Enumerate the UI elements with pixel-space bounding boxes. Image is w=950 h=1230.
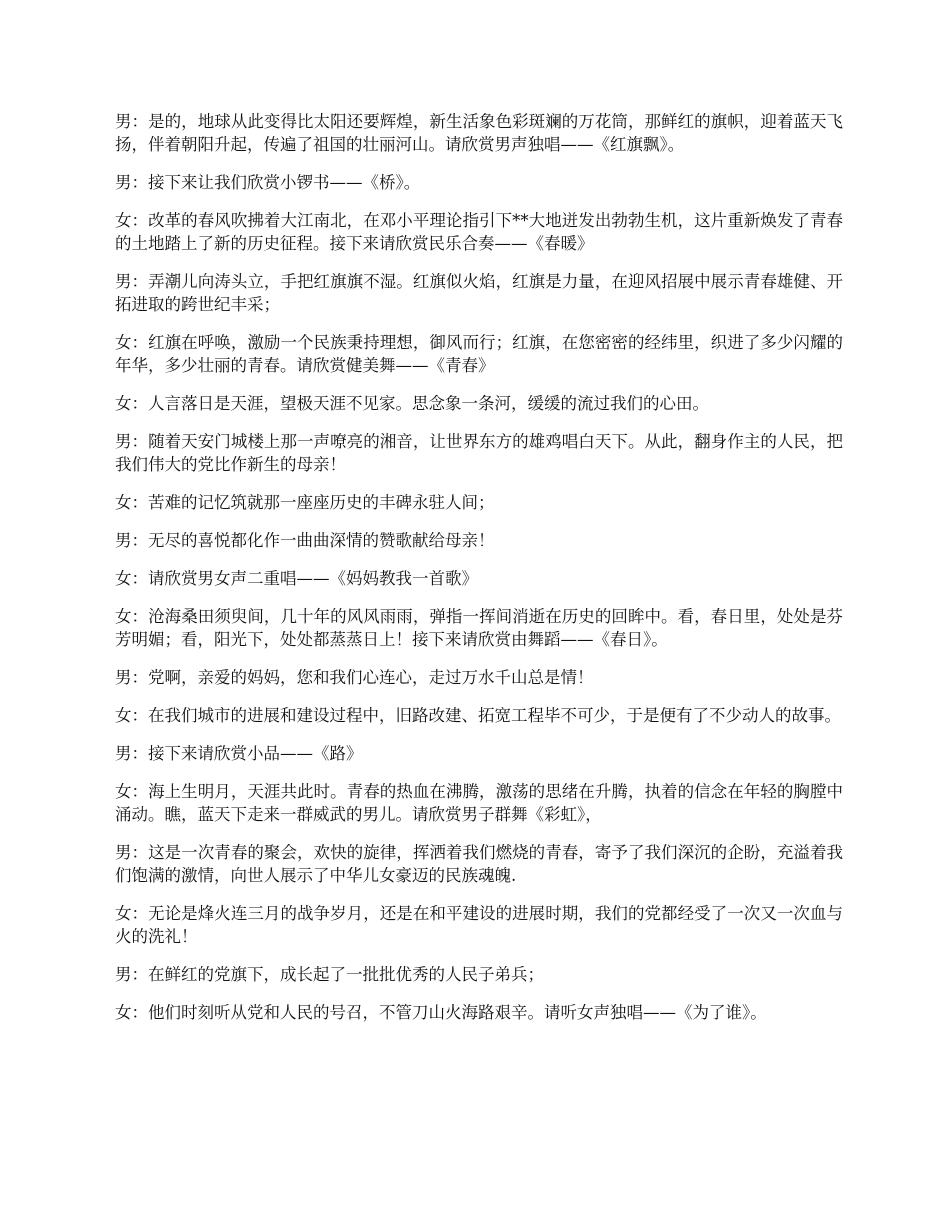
paragraph: 男：随着天安门城楼上那一声嘹亮的湘音，让世界东方的雄鸡唱白天下。从此，翻身作主的人民，把我们伟大的党比作新生的母亲！ — [115, 432, 843, 474]
paragraph: 女：请欣赏男女声二重唱——《妈妈教我一首歌》 — [115, 569, 478, 588]
paragraph: 女：无论是烽火连三月的战争岁月，还是在和平建设的进展时期，我们的党都经受了一次又一次血与火的洗礼！ — [115, 904, 843, 946]
paragraph: 女：沧海桑田须臾间，几十年的风风雨雨，弹指一挥间消逝在历史的回眸中。看，春日里，处处是芬芳明媚；看，阳光下，处处都蒸蒸日上！接下来请欣赏由舞蹈——《春日》。 — [115, 607, 843, 649]
paragraph: 男：接下来请欣赏小品——《路》 — [115, 744, 363, 763]
paragraph: 男：这是一次青春的聚会，欢快的旋律，挥洒着我们燃烧的青春，寄予了我们深沉的企盼，充溢着我们饱满的激情，向世人展示了中华儿女豪迈的民族魂魄. — [115, 843, 843, 885]
paragraph: 男：接下来让我们欣赏小锣书——《桥》。 — [115, 173, 421, 192]
paragraph: 女：海上生明月，天涯共此时。青春的热血在沸腾，激荡的思绪在升腾，执着的信念在年轻的胸膛中涌动。瞧，蓝天下走来一群威武的男儿。请欣赏男子群舞《彩虹》， — [115, 782, 843, 824]
paragraph: 男：无尽的喜悦都化作一曲曲深情的赞歌献给母亲！ — [115, 531, 495, 550]
paragraph: 女：他们时刻听从党和人民的号召，不管刀山火海路艰辛。请听女声独唱——《为了谁》。 — [115, 1003, 767, 1022]
paragraph: 女：在我们城市的进展和建设过程中，旧路改建、拓宽工程毕不可少，于是便有了不少动人的故事。 — [115, 706, 841, 725]
document-body — [115, 110, 843, 1039]
paragraph: 女：苦难的记忆筑就那一座座历史的丰碑永驻人间； — [115, 493, 495, 512]
paragraph: 男：党啊，亲爱的妈妈，您和我们心连心，走过万水千山总是情！ — [115, 668, 594, 687]
paragraph: 男：弄潮儿向涛头立，手把红旗旗不湿。红旗似火焰，红旗是力量，在迎风招展中展示青春雄健、开拓进取的跨世纪丰采； — [115, 272, 843, 314]
paragraph: 女：改革的春风吹拂着大江南北，在邓小平理论指引下**大地迸发出勃勃生机，这片重新焕发了青春的土地踏上了新的历史征程。接下来请欣赏民乐合奏——《春暖》 — [115, 211, 843, 253]
paragraph: 男：在鲜红的党旗下，成长起了一批批优秀的人民子弟兵； — [115, 965, 544, 984]
paragraph: 女：红旗在呼唤，激励一个民族秉持理想，御风而行；红旗，在您密密的经纬里，织进了多少闪耀的年华，多少壮丽的青春。请欣赏健美舞——《青春》 — [115, 333, 843, 375]
paragraph: 男：是的，地球从此变得比太阳还要辉煌，新生活象色彩斑斓的万花筒，那鲜红的旗帜，迎着蓝天飞扬，伴着朝阳升起，传遍了祖国的壮丽河山。请欣赏男声独唱——《红旗飘》。 — [115, 112, 843, 154]
paragraph: 女：人言落日是天涯，望极天涯不见家。思念象一条河，缓缓的流过我们的心田。 — [115, 394, 709, 413]
